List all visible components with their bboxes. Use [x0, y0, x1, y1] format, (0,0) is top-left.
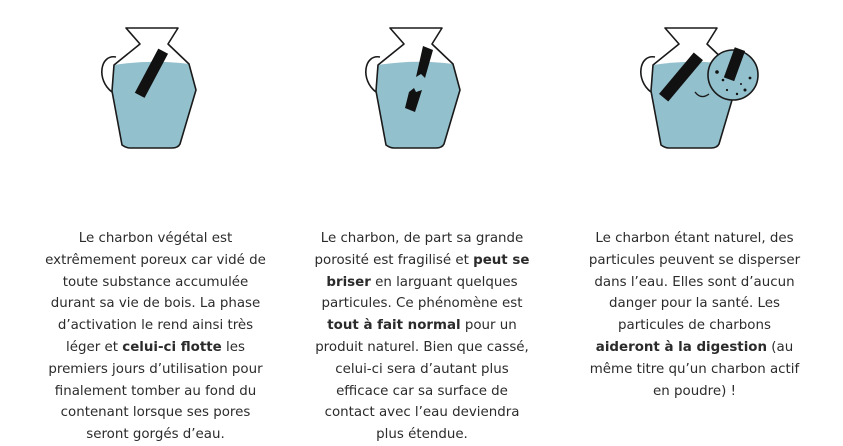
caption-particles: [586, 228, 803, 402]
caption-emphasis: aideront à la digestion: [595, 339, 768, 355]
caption-text: pour un produit naturel. Bien que cassé, celui-ci sera d’autant plus efficace car sa surface de contact avec l’eau deviendra plus étendue.: [315, 318, 529, 443]
caption-text: Le charbon étant naturel, des particules peuvent se disperser dans l’eau. Elles sont d’aucun danger pour la santé. Les particules de charbons: [588, 231, 801, 334]
caption-text: les premiers jours d’utilisation pour finalement tomber au fond du contenant lorsque ses pores seront gorgés d’eau.: [48, 339, 263, 443]
caption-text: en larguant quelques particules. Ce phénomène est: [321, 274, 523, 312]
carafe-charcoal-broken-icon: [330, 20, 510, 170]
caption-emphasis: tout à fait normal: [327, 318, 461, 334]
caption-text: (au même titre qu’un charbon actif en poudre) !: [589, 339, 800, 399]
caption-floating: [42, 228, 269, 446]
column-breaking: [268, 0, 574, 443]
column-floating: [0, 0, 313, 443]
caption-breaking: [314, 228, 530, 446]
carafe-charcoal-floating-icon: [66, 20, 246, 170]
caption-emphasis: celui-ci flotte: [122, 339, 222, 355]
caption-text: Le charbon végétal est extrêmement poreux car vidé de toute substance accumulée durant sa vie de bois. La phase d’activation le rend ainsi très léger et: [45, 231, 266, 355]
caption-text: Le charbon, de part sa grande porosité est fragilisé et: [314, 231, 524, 268]
caption-emphasis: peut se briser: [326, 252, 530, 290]
column-particles: [534, 0, 843, 437]
carafe-charcoal-particles-icon: [605, 20, 785, 170]
